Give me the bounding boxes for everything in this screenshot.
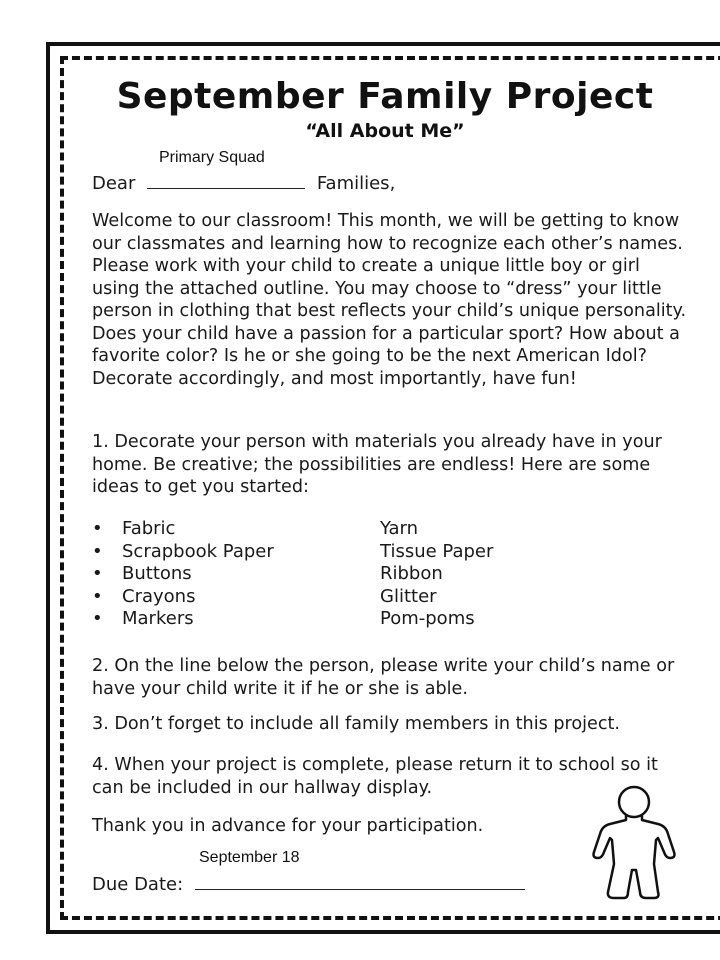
thank-you-note: Thank you in advance for your participation.	[92, 816, 484, 836]
class-name-fill: Primary Squad	[159, 149, 265, 166]
step-1: 1. Decorate your person with materials you already have in your home. Be creative; the possibilities are endless! Here are some ideas to get you started:	[92, 432, 662, 497]
page-title: September Family Project	[116, 76, 654, 117]
greeting-suffix: Families,	[316, 173, 396, 194]
list-item: Tissue Paper	[380, 540, 494, 562]
due-date-fill: September 18	[199, 849, 300, 866]
greeting-prefix: Dear	[92, 173, 136, 194]
list-item: • Scrapbook Paper	[92, 540, 274, 562]
greeting	[92, 173, 395, 196]
page-subtitle: “All About Me”	[305, 120, 465, 142]
list-item: Pom-poms	[380, 608, 475, 629]
list-item: • Crayons	[92, 585, 196, 607]
due-date-row	[92, 874, 531, 897]
step-4: 4. When your project is complete, please return it to school so it can be included in our hallway display.	[92, 755, 658, 798]
list-item: Yarn	[380, 518, 419, 539]
step-3: 3. Don’t forget to include all family members in this project.	[92, 714, 620, 734]
list-item: • Fabric	[92, 518, 176, 539]
list-item: Glitter	[380, 585, 437, 607]
intro-paragraph: Welcome to our classroom! This month, we will be getting to know our classmates and learning how to recognize each other’s names. Please work with your child to create a unique little boy or girl using the attached outline. You may choose to “dress” your little person in clothing that best reflects your child’s unique personality. Does your child have a passion for a particular sport? How about a favorite color? Is he or she going to be the next American Idol? Decorate accordingly, and most importantly, have fun!	[92, 211, 687, 389]
due-date-label: Due Date:	[92, 874, 184, 895]
person-outline-icon	[590, 782, 678, 902]
list-item: • Buttons	[92, 563, 192, 584]
step-2: 2. On the line below the person, please write your child’s name or have your child write it if he or she is able.	[92, 656, 675, 699]
class-name-line	[147, 174, 305, 189]
list-item: Ribbon	[380, 563, 443, 584]
due-date-line	[195, 875, 525, 890]
list-item: • Markers	[92, 608, 194, 629]
